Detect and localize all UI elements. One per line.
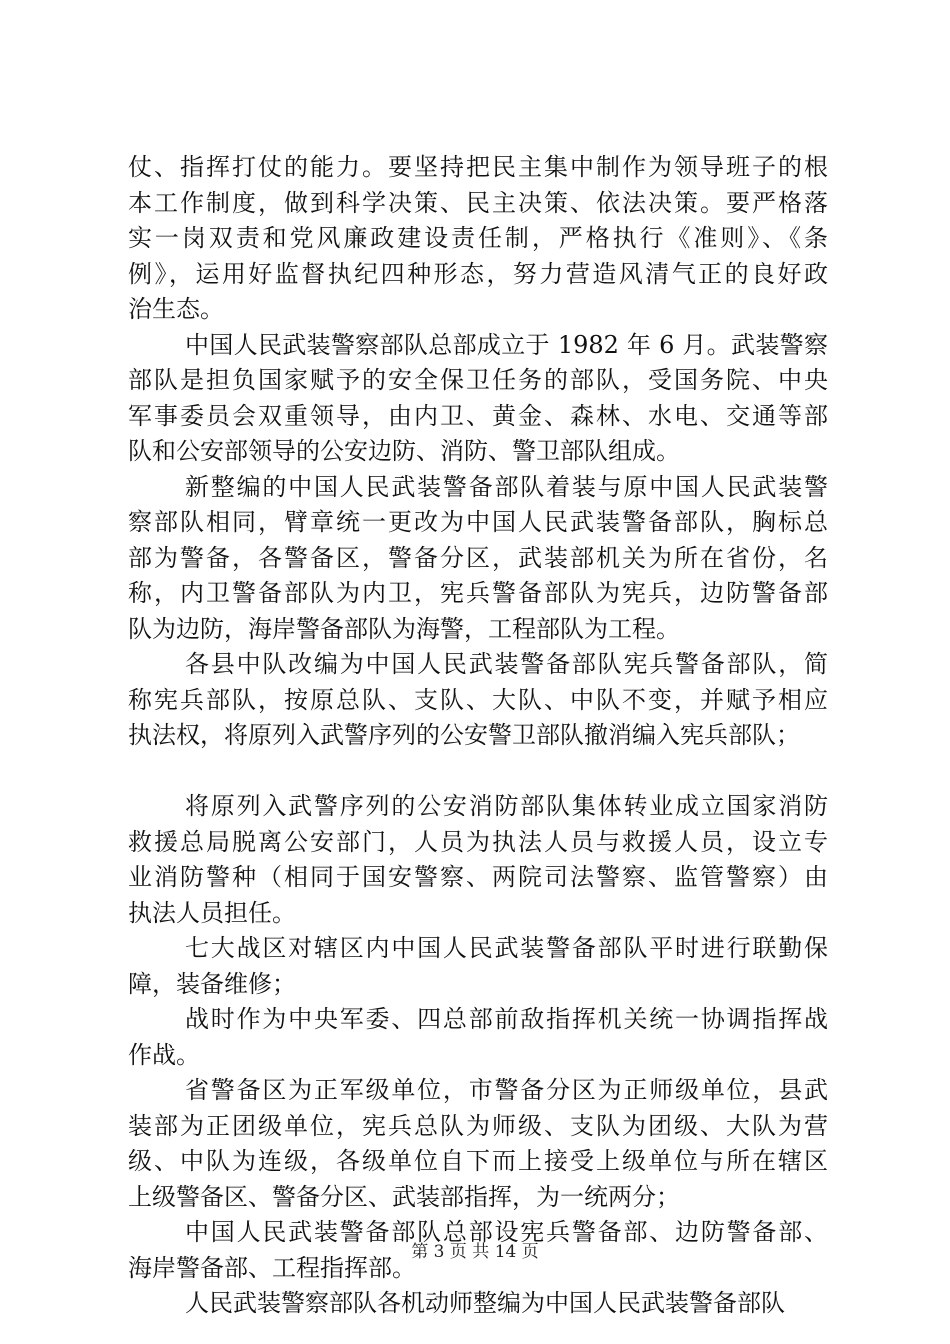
text-line: 部为警备，各警备区，警备分区，武装部机关为所在省份，名 <box>128 543 828 572</box>
paragraph <box>128 647 828 754</box>
text-line: 作战。 <box>128 1040 200 1069</box>
text-line: 例》，运用好监督执纪四种形态，努力营造风清气正的良好政 <box>128 259 828 288</box>
text-line: 队为边防，海岸警备部队为海警，工程部队为工程。 <box>128 614 680 643</box>
paragraph <box>128 150 828 328</box>
text-line: 级、中队为连级，各级单位自下而上接受上级单位与所在辖区 <box>128 1147 828 1175</box>
text-line: 新整编的中国人民武装警备部队着装与原中国人民武装警 <box>185 472 828 501</box>
paragraph <box>128 931 828 1002</box>
text-line: 海岸警备部、工程指挥部。 <box>128 1253 416 1282</box>
text-line: 战时作为中央军委、四总部前敌指挥机关统一协调指挥战 <box>185 1005 828 1033</box>
paragraph <box>128 328 828 470</box>
text-line: 业消防警种（相同于国安警察、两院司法警察、监管警察）由 <box>128 863 828 891</box>
paragraph <box>128 1286 828 1322</box>
paragraph <box>128 789 828 931</box>
text-line: 实一岗双责和党风廉政建设责任制，严格执行《准则》、《条 <box>128 224 828 252</box>
text-line: 部队是担负国家赋予的安全保卫任务的部队，受国务院、中央 <box>128 366 828 394</box>
text-line: 称，内卫警备部队为内卫，宪兵警备部队为宪兵，边防警备部 <box>128 579 828 607</box>
text-line: 称宪兵部队，按原总队、支队、大队、中队不变，并赋予相应 <box>128 685 828 714</box>
document-body <box>128 150 828 1322</box>
paragraph <box>128 1073 828 1215</box>
text-line: 省警备区为正军级单位，市警备分区为正师级单位，县武 <box>185 1076 828 1104</box>
text-line: 察部队相同，臂章统一更改为中国人民武装警备部队，胸标总 <box>128 508 828 536</box>
text-line: 装部为正团级单位，宪兵总队为师级、支队为团级、大队为营 <box>128 1111 828 1140</box>
text-line: 中国人民武装警备部队总部设宪兵警备部、边防警备部、 <box>185 1218 828 1246</box>
paragraph-gap <box>128 754 828 790</box>
text-line: 将原列入武警序列的公安消防部队集体转业成立国家消防 <box>185 792 828 820</box>
page-footer: 第 3 页 共 14 页 <box>411 1242 539 1262</box>
text-line: 治生态。 <box>128 295 224 323</box>
text-line: 中国人民武装警察部队总部成立于 1982 年 6 月。武装警察 <box>185 330 828 359</box>
text-line: 障，装备维修； <box>128 969 296 998</box>
text-line: 执法权，将原列入武警序列的公安警卫部队撤消编入宪兵部队； <box>128 721 800 749</box>
text-line: 上级警备区、警备分区、武装部指挥，为一统两分； <box>128 1182 680 1211</box>
text-line: 救援总局脱离公安部门，人员为执法人员与救援人员，设立专 <box>128 827 828 856</box>
text-line: 七大战区对辖区内中国人民武装警备部队平时进行联勤保 <box>185 934 828 962</box>
text-line: 队和公安部领导的公安边防、消防、警卫部队组成。 <box>128 437 680 465</box>
text-line: 执法人员担任。 <box>128 898 296 927</box>
text-line: 人民武装警察部队各机动师整编为中国人民武装警备部队 <box>185 1289 785 1317</box>
text-line: 军事委员会双重领导，由内卫、黄金、森林、水电、交通等部 <box>128 401 828 430</box>
text-line: 仗、指挥打仗的能力。要坚持把民主集中制作为领导班子的根 <box>128 153 828 181</box>
text-line: 各县中队改编为中国人民武装警备部队宪兵警备部队，简 <box>185 650 828 678</box>
paragraph <box>128 1002 828 1073</box>
text-line: 本工作制度，做到科学决策、民主决策、依法决策。要严格落 <box>128 188 828 217</box>
paragraph <box>128 470 828 648</box>
